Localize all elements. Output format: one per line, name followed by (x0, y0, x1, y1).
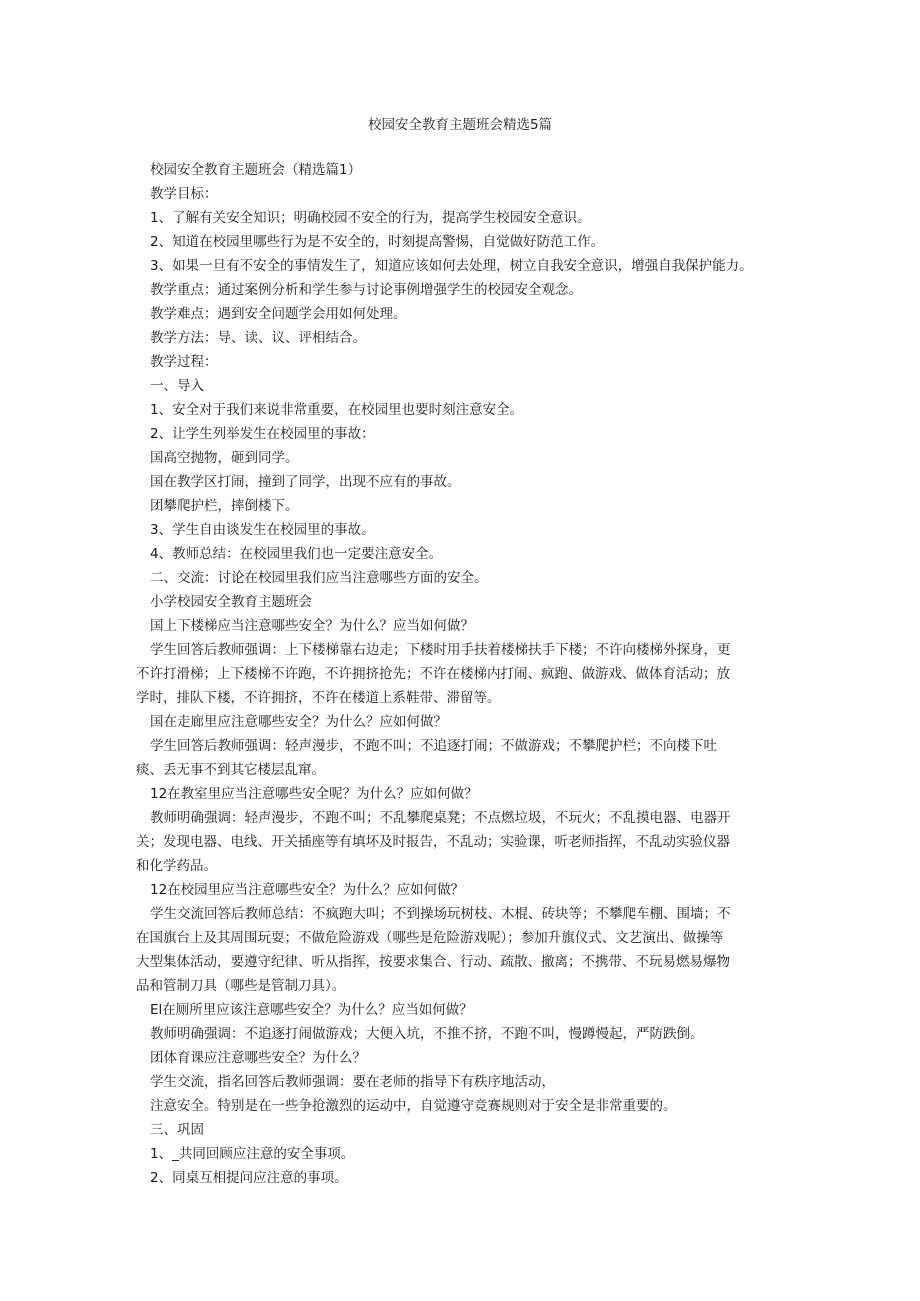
document-body (136, 158, 786, 1190)
text-line: 在国旗台上及其周围玩耍；不做危险游戏（哪些是危险游戏呢）；参加升旗仪式、文艺演出、做操等 (136, 930, 724, 946)
text-line: 2、让学生列举发生在校园里的事故： (150, 426, 375, 442)
text-line: 和化学药品。 (136, 858, 217, 874)
text-line: 1、_共同回顾应注意的安全事项。 (150, 1146, 355, 1162)
text-line: 教学重点：通过案例分析和学生参与讨论事例增强学生的校园安全观念。 (150, 282, 582, 298)
text-line: 国高空抛物，砸到同学。 (150, 450, 299, 466)
text-line: 学时，排队下楼，不许拥挤，不许在楼道上系鞋带、滞留等。 (136, 690, 501, 706)
text-line: 教学过程： (150, 354, 218, 370)
text-line: 3、如果一旦有不安全的事情发生了，知道应该如何去处理，树立自我安全意识，增强自我保护能力。 (150, 258, 753, 274)
text-line: 二、交流：讨论在校园里我们应当注意哪些方面的安全。 (150, 570, 488, 586)
text-line: 教学目标： (150, 186, 218, 202)
text-line: 品和管制刀具（哪些是管制刀具）。 (136, 978, 346, 994)
text-line: 1、安全对于我们来说非常重要，在校园里也要时刻注意安全。 (150, 402, 524, 418)
text-line: 2、知道在校园里哪些行为是不安全的，时刻提高警惕，自觉做好防范工作。 (150, 234, 605, 250)
text-line: 12在校园里应当注意哪些安全？为什么？应如何做？ (150, 882, 465, 898)
text-line: 学生回答后教师强调：上下楼梯靠右边走；下楼时用手扶着楼梯扶手下楼；不许向楼梯外探身，更 (150, 642, 731, 658)
text-line: 学生交流回答后教师总结：不疯跑大叫；不到操场玩树枝、木棍、砖块等；不攀爬车棚、围墙；不 (150, 906, 731, 922)
text-line: 痰、丢无事不到其它楼层乱窜。 (136, 762, 325, 778)
text-line: 一、导入 (150, 378, 204, 394)
text-line: 校园安全教育主题班会（精选篇1） (150, 162, 362, 178)
text-line: 团攀爬护栏，摔倒楼下。 (150, 498, 299, 514)
text-line: 国在走廊里应注意哪些安全？为什么？应如何做？ (150, 714, 447, 730)
text-line: 3、学生自由谈发生在校园里的事故。 (150, 522, 375, 538)
text-line: 大型集体活动，要遵守纪律、听从指挥，按要求集合、行动、疏散、撤离；不携带、不玩易燃易爆物 (136, 954, 730, 970)
text-line: 4、教师总结：在校园里我们也一定要注意安全。 (150, 546, 443, 562)
text-line: 三、巩固 (150, 1122, 204, 1138)
text-line: 学生回答后教师强调：轻声漫步，不跑不叫；不追逐打闹；不做游戏；不攀爬护栏；不向楼下吐 (150, 738, 717, 754)
text-line: 12在教室里应当注意哪些安全呢？为什么？应如何做？ (150, 786, 478, 802)
text-line: 国在教学区打闹，撞到了同学，出现不应有的事故。 (150, 474, 461, 490)
document-title: 校园安全教育主题班会精选5篇 (367, 117, 553, 133)
text-line: 教师明确强调：不追逐打闹做游戏；大便入坑，不推不挤，不跑不叫，慢蹲慢起，严防跌倒。 (150, 1026, 704, 1042)
text-line: 注意安全。特别是在一些争抢激烈的运动中，自觉遵守竞赛规则对于安全是非常重要的。 (150, 1098, 677, 1114)
text-line: 国上下楼梯应当注意哪些安全？为什么？应当如何做？ (150, 618, 474, 634)
text-line: 1、了解有关安全知识；明确校园不安全的行为，提高学生校园安全意识。 (150, 210, 591, 226)
text-line: 学生交流，指名回答后教师强调：要在老师的指导下有秩序地活动， (150, 1074, 555, 1090)
text-line: 团体育课应注意哪些安全？为什么？ (150, 1050, 366, 1066)
text-line: El在厕所里应该注意哪些安全？为什么？应当如何做？ (150, 1002, 473, 1018)
text-line: 关；发现电器、电线、开关插座等有填坏及时报告，不乱动；实验课，听老师指挥，不乱动实验仪器 (136, 834, 730, 850)
text-line: 小学校园安全教育主题班会 (150, 594, 312, 610)
text-line: 2、同桌互相提问应注意的事项。 (150, 1170, 348, 1186)
text-line: 教师明确强调：轻声漫步，不跑不叫；不乱攀爬桌凳；不点燃垃圾，不玩火；不乱摸电器、电器开 (150, 810, 731, 826)
text-line: 不许打滑梯；上下楼梯不许跑，不许拥挤抢先；不许在楼梯内打闹、疯跑、做游戏、做体育活动；放 (136, 666, 730, 682)
text-line: 教学难点：遇到安全问题学会用如何处理。 (150, 306, 407, 322)
text-line: 教学方法：导、读、议、评相结合。 (150, 330, 366, 346)
